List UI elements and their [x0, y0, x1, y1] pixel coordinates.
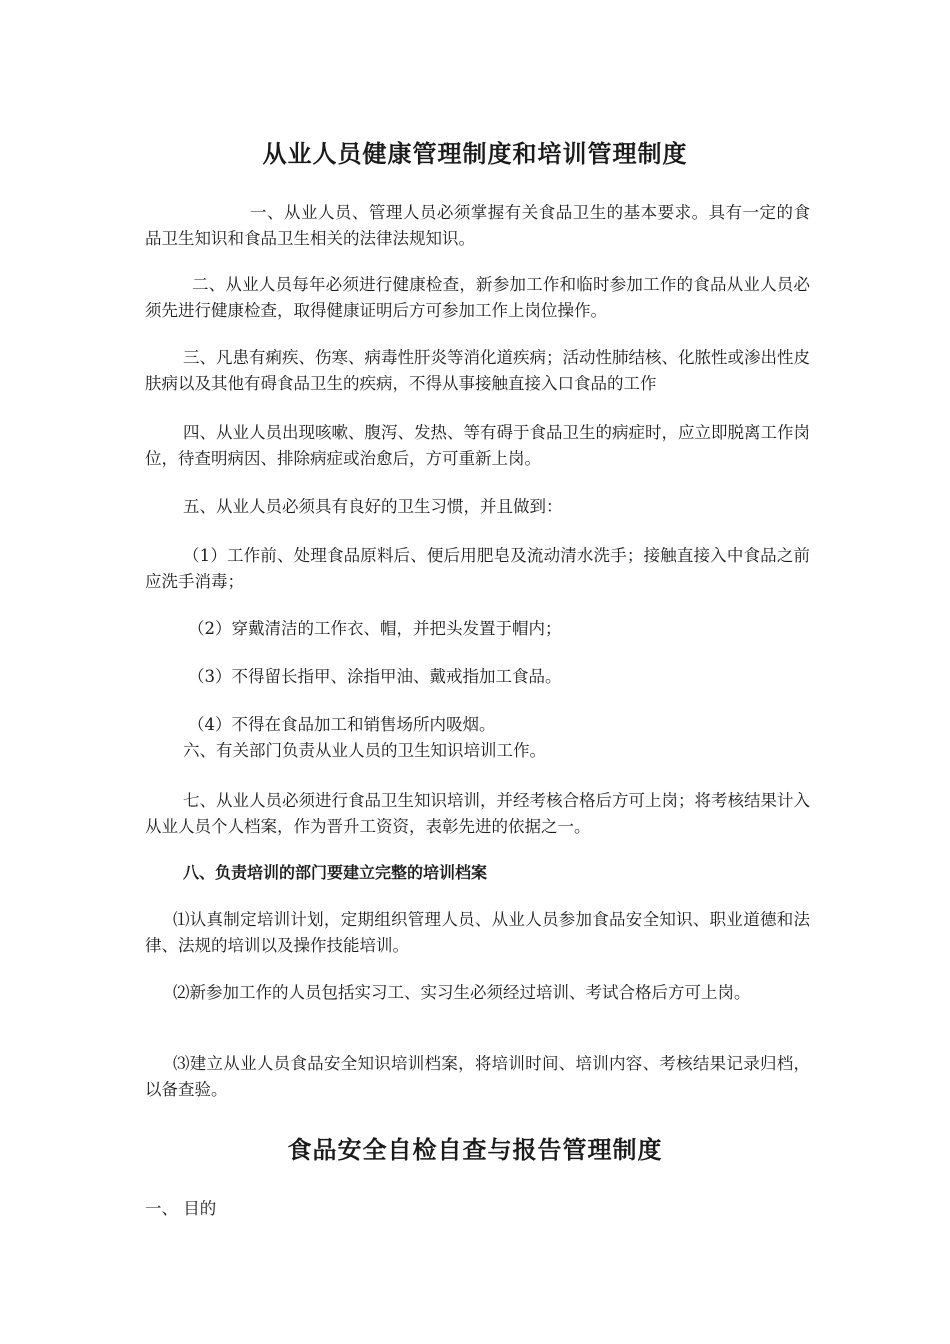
paragraph-3: 三、凡患有痢疾、伤寒、病毒性肝炎等消化道疾病；活动性肺结核、化脓性或渗出性皮肤病以及其他有碍食品卫生的疾病，不得从事接触直接入口食品的工作 — [145, 348, 810, 393]
paragraph-5: 五、从业人员必须具有良好的卫生习惯，并且做到： — [183, 497, 563, 516]
paragraph-4: 四、从业人员出现咳嗽、腹泻、发热、等有碍于食品卫生的病症时，应立即脱离工作岗位，待查明病因、排除病症或治愈后，方可重新上岗。 — [145, 423, 810, 468]
document-title-self-inspection: 食品安全自检自查与报告管理制度 — [287, 1136, 663, 1164]
sub-item-2: （2）穿戴清洁的工作衣、帽，并把头发置于帽内； — [188, 619, 562, 638]
paragraph-2: 二、从业人员每年必须进行健康检查，新参加工作和临时参加工作的食品从业人员必须先进行健康检查，取得健康证明后方可参加工作上岗位操作。 — [145, 275, 810, 320]
sub-item-3: （3）不得留长指甲、涂指甲油、戴戒指加工食品。 — [188, 667, 562, 686]
paragraph-7: 七、从业人员必须进行食品卫生知识培训，并经考核合格后方可上岗；将考核结果计入从业人员个人档案，作为晋升工资资，表彰先进的依据之一。 — [145, 791, 810, 836]
paragraph-1: 一、从业人员、管理人员必须掌握有关食品卫生的基本要求。具有一定的食品卫生知识和食品卫生相关的法律法规知识。 — [145, 203, 810, 248]
sub-item-4: （4）不得在食品加工和销售场所内吸烟。 — [188, 715, 496, 734]
training-item-3: ⑶建立从业人员食品安全知识培训档案，将培训时间、培训内容、考核结果记录归档，以备查验。 — [145, 1054, 810, 1099]
training-item-1: ⑴认真制定培训计划，定期组织管理人员、从业人员参加食品安全知识、职业道德和法律、法规的培训以及操作技能培训。 — [145, 910, 810, 955]
paragraph-6: 六、有关部门负责从业人员的卫生知识培训工作。 — [183, 741, 546, 760]
paragraph-8-heading: 八、负责培训的部门要建立完整的培训档案 — [183, 863, 488, 882]
sub-item-1: （1）工作前、处理食品原料后、便后用肥皂及流动清水洗手；接触直接入中食品之前应洗手消毒； — [145, 546, 810, 591]
document-title-health-training: 从业人员健康管理制度和培训管理制度 — [262, 140, 688, 168]
section-heading-purpose: 一、 目的 — [145, 1199, 217, 1218]
training-item-2: ⑵新参加工作的人员包括实习工、实习生必须经过培训、考试合格后方可上岗。 — [173, 983, 751, 1002]
